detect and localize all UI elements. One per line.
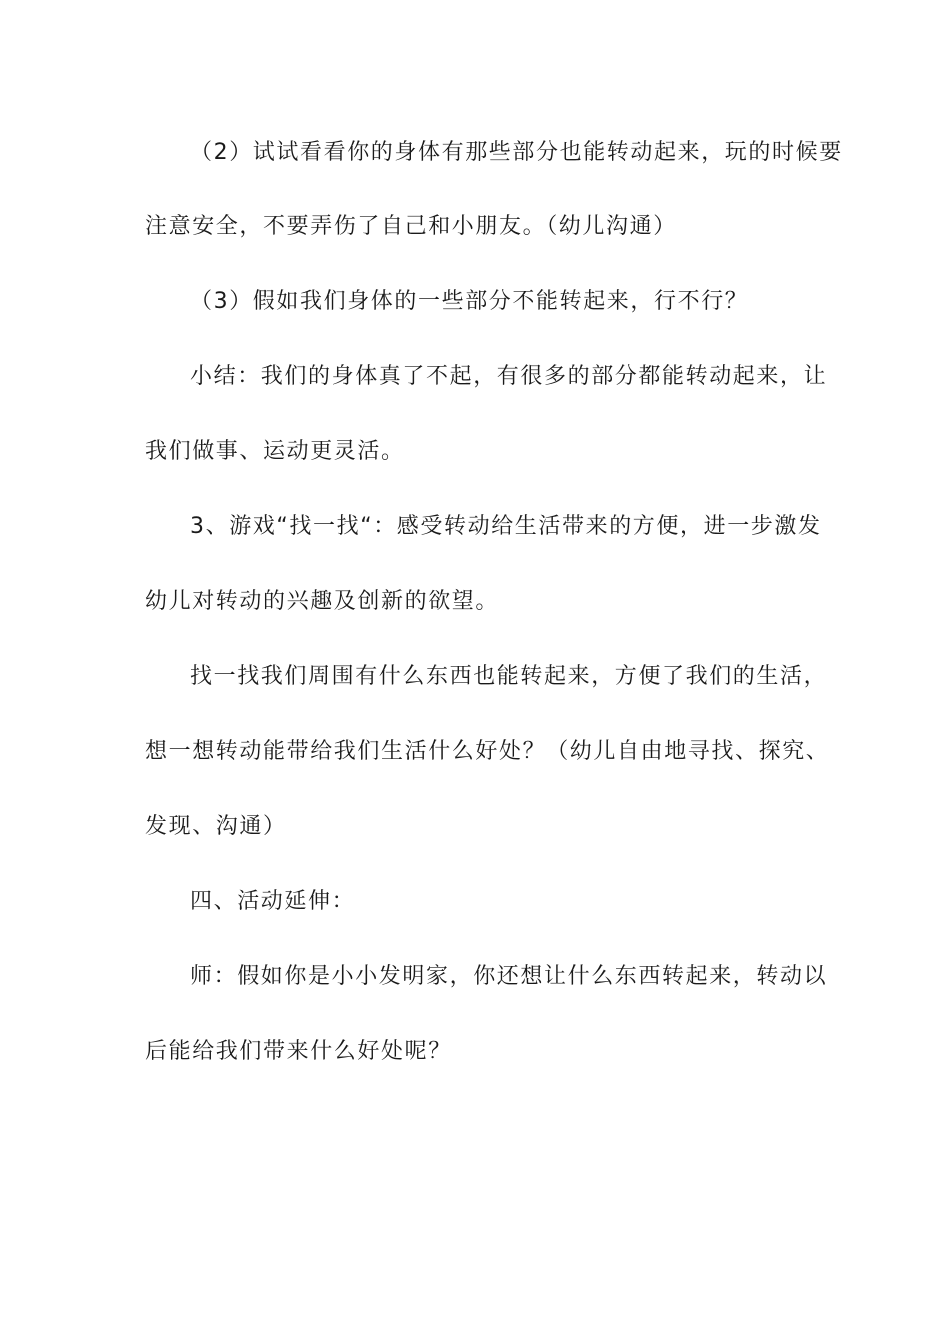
paragraph-line: 注意安全，不要弄伤了自己和小朋友。（幼儿沟通） xyxy=(145,214,677,239)
paragraph-line: 我们做事、运动更灵活。 xyxy=(145,439,405,464)
paragraph-line: 找一找我们周围有什么东西也能转起来，方便了我们的生活， xyxy=(190,664,828,689)
paragraph-line: （2）试试看看你的身体有那些部分也能转动起来，玩的时候要 xyxy=(190,140,843,165)
paragraph-line: 幼儿对转动的兴趣及创新的欲望。 xyxy=(145,589,500,614)
paragraph-line: 发现、沟通） xyxy=(145,814,287,839)
section-heading: 四、活动延伸： xyxy=(190,889,356,914)
paragraph-line: （3）假如我们身体的一些部分不能转起来，行不行？ xyxy=(190,289,749,314)
paragraph-line: 师：假如你是小小发明家，你还想让什么东西转起来，转动以 xyxy=(190,964,828,989)
paragraph-line: 3、游戏“找一找“：感受转动给生活带来的方便，进一步激发 xyxy=(190,514,822,539)
paragraph-line: 后能给我们带来什么好处呢？ xyxy=(145,1039,452,1064)
paragraph-line: 想一想转动能带给我们生活什么好处？（幼儿自由地寻找、探究、 xyxy=(145,739,830,764)
paragraph-line: 小结：我们的身体真了不起，有很多的部分都能转动起来，让 xyxy=(190,364,828,389)
